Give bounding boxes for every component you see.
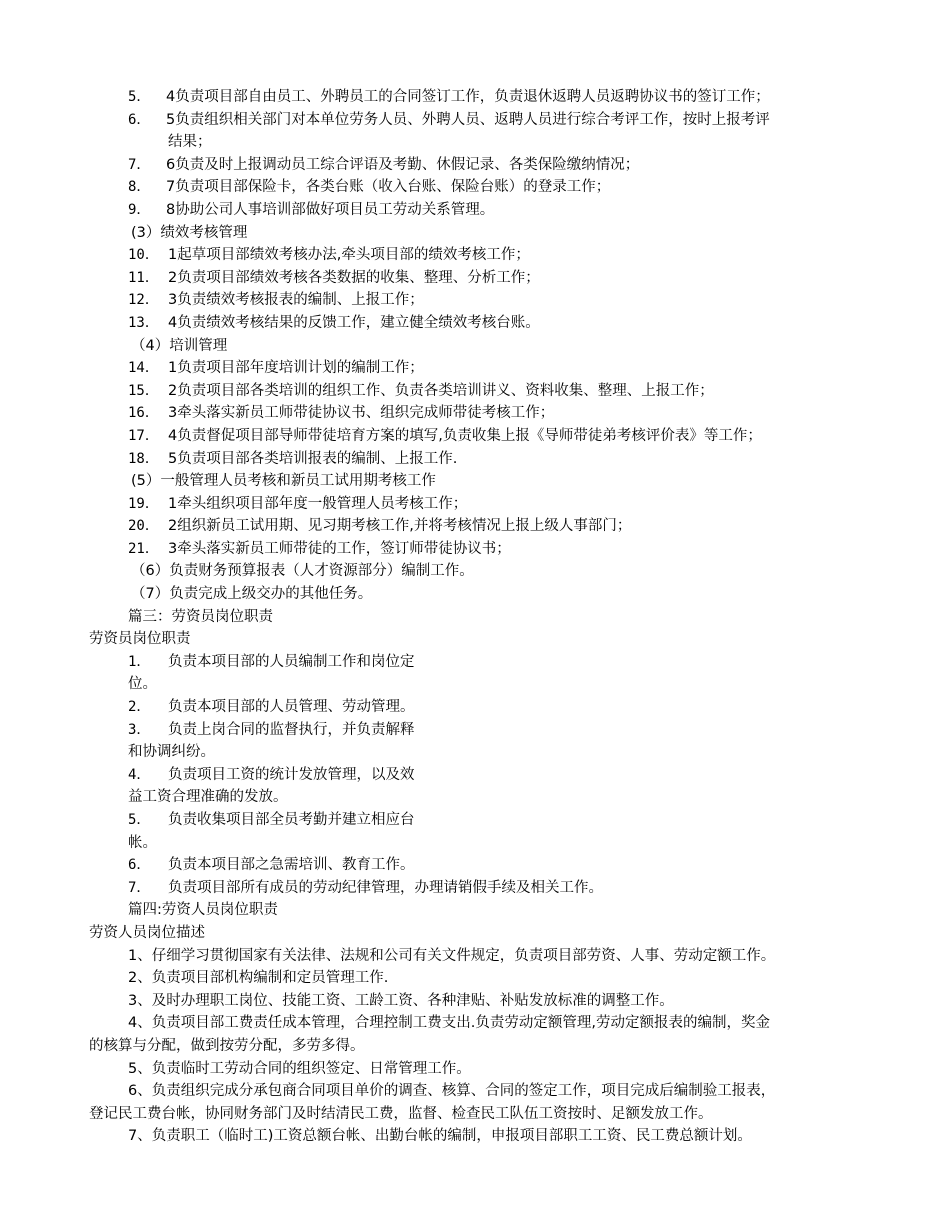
list-item bbox=[0, 176, 950, 199]
item-number: 11． bbox=[128, 269, 159, 286]
paragraph-continuation bbox=[0, 1035, 950, 1058]
list-item bbox=[0, 651, 950, 674]
paragraph-text: 6、负责组织完成分承包商合同项目单价的调查、核算、合同的签定工作，项目完成后编制验工报表， bbox=[128, 1083, 776, 1100]
section-heading bbox=[0, 222, 950, 245]
paragraph bbox=[0, 583, 950, 606]
section-heading-text: (5）一般管理人员考核和新员工试用期考核工作 bbox=[131, 473, 436, 490]
list-item bbox=[0, 425, 950, 448]
paragraph-text: 7、负责职工（临时工)工资总额台帐、出勤台帐的编制，申报项目部职工工资、民工费总额计划。 bbox=[128, 1128, 752, 1145]
page-title bbox=[0, 922, 950, 945]
item-number: 15． bbox=[128, 382, 159, 399]
paragraph-text: 的核算与分配，做到按劳分配，多劳多得。 bbox=[89, 1037, 365, 1054]
paragraph-text: （7）负责完成上级交办的其他任务。 bbox=[131, 586, 373, 603]
item-text: 负责项目部所有成员的劳动纪律管理，办理请销假手续及相关工作。 bbox=[168, 879, 603, 896]
list-item bbox=[0, 86, 950, 109]
item-text: 负责项目工资的统计发放管理，以及效 bbox=[168, 766, 415, 783]
paragraph bbox=[0, 1125, 950, 1148]
item-text: 4负责绩效考核结果的反馈工作，建立健全绩效考核台账。 bbox=[168, 314, 540, 331]
list-item-continuation bbox=[0, 741, 950, 764]
paragraph bbox=[0, 990, 950, 1013]
item-text: 1负责项目部年度培训计划的编制工作； bbox=[168, 360, 424, 377]
item-number: 5． bbox=[128, 89, 151, 105]
item-number: 5． bbox=[128, 812, 151, 828]
item-number: 13． bbox=[128, 314, 159, 331]
list-item bbox=[0, 515, 950, 538]
item-text: 2组织新员工试用期、见习期考核工作,并将考核情况上报上级人事部门； bbox=[168, 518, 632, 535]
item-text: 4负责项目部自由员工、外聘员工的合同签订工作，负责退休返聘人员返聘协议书的签订工作； bbox=[166, 89, 770, 105]
section-heading-text: (3）绩效考核管理 bbox=[131, 224, 248, 241]
list-item bbox=[0, 267, 950, 290]
paragraph bbox=[0, 1012, 950, 1035]
list-item bbox=[0, 538, 950, 561]
item-text: 和协调纠纷。 bbox=[128, 744, 215, 761]
item-text: 负责上岗合同的监督执行，并负责解释 bbox=[168, 721, 415, 738]
item-number: 20． bbox=[128, 518, 159, 535]
list-item bbox=[0, 719, 950, 742]
list-item bbox=[0, 402, 950, 425]
item-number: 3． bbox=[128, 721, 151, 738]
list-item bbox=[0, 289, 950, 312]
paragraph bbox=[0, 560, 950, 583]
item-number: 10． bbox=[128, 247, 159, 264]
section-heading bbox=[0, 470, 950, 493]
list-item bbox=[0, 854, 950, 877]
document-page bbox=[0, 86, 950, 1148]
item-text: 3负责绩效考核报表的编制、上报工作； bbox=[168, 292, 424, 309]
item-number: 16． bbox=[128, 405, 159, 422]
paragraph-continuation bbox=[0, 1103, 950, 1126]
item-number: 19． bbox=[128, 495, 159, 512]
item-text: 7负责项目部保险卡，各类台账（收入台账、保险台账）的登录工作； bbox=[166, 179, 611, 196]
item-text: 帐。 bbox=[128, 834, 157, 851]
item-text: 结果； bbox=[168, 134, 212, 151]
paragraph-text: 登记民工费台帐，协同财务部门及时结清民工费，监督、检查民工队伍工资按时、足额发放工作。 bbox=[89, 1105, 713, 1122]
list-item-continuation bbox=[0, 673, 950, 696]
item-text: 8协助公司人事培训部做好项目员工劳动关系管理。 bbox=[166, 201, 495, 218]
item-number: 4． bbox=[128, 766, 151, 783]
paragraph-text: 1、仔细学习贯彻国家有关法律、法规和公司有关文件规定，负责项目部劳资、人事、劳动定额工作。 bbox=[128, 947, 776, 964]
item-text: 2负责项目部绩效考核各类数据的收集、整理、分析工作； bbox=[168, 269, 540, 286]
paragraph bbox=[0, 967, 950, 990]
list-item bbox=[0, 809, 950, 832]
item-number: 14． bbox=[128, 360, 159, 377]
list-item bbox=[0, 448, 950, 471]
list-item bbox=[0, 357, 950, 380]
paragraph-text: 5、负责临时工劳动合同的组织签定、日常管理工作。 bbox=[128, 1060, 471, 1077]
item-text: 负责本项目部的人员管理、劳动管理。 bbox=[168, 699, 415, 716]
item-text: 1牵头组织项目部年度一般管理人员考核工作； bbox=[168, 495, 468, 512]
item-number: 7． bbox=[128, 156, 151, 173]
list-item-continuation bbox=[0, 786, 950, 809]
list-item bbox=[0, 312, 950, 335]
list-item bbox=[0, 109, 950, 132]
item-number: 8． bbox=[128, 179, 151, 196]
item-text: 负责本项目部的人员编制工作和岗位定 bbox=[168, 653, 415, 670]
list-item bbox=[0, 877, 950, 900]
chapter-heading bbox=[0, 899, 950, 922]
paragraph-text: （6）负责财务预算报表（人才资源部分）编制工作。 bbox=[131, 563, 474, 580]
list-item bbox=[0, 244, 950, 267]
chapter-heading-text: 篇四:劳资人员岗位职责 bbox=[128, 902, 278, 919]
item-text: 负责收集项目部全员考勤并建立相应台 bbox=[168, 812, 415, 828]
item-text: 3牵头落实新员工师带徒协议书、组织完成师带徒考核工作； bbox=[168, 405, 555, 422]
item-number: 7． bbox=[128, 879, 151, 896]
list-item bbox=[0, 493, 950, 516]
paragraph-text: 4、负责项目部工费责任成本管理，合理控制工费支出.负责劳动定额管理,劳动定额报表的编制，奖金 bbox=[128, 1015, 770, 1032]
list-item-continuation bbox=[0, 832, 950, 855]
item-number: 6． bbox=[128, 111, 151, 128]
list-item bbox=[0, 199, 950, 222]
paragraph-text: 2、负责项目部机构编制和定员管理工作. bbox=[128, 970, 389, 987]
item-number: 2． bbox=[128, 699, 151, 716]
item-number: 1． bbox=[128, 653, 151, 670]
item-text: 益工资合理准确的发放。 bbox=[128, 789, 288, 806]
paragraph-text: 3、及时办理职工岗位、技能工资、工龄工资、各种津贴、补贴发放标准的调整工作。 bbox=[128, 992, 674, 1009]
page-title-text: 劳资人员岗位描述 bbox=[89, 924, 205, 941]
page-title bbox=[0, 628, 950, 651]
item-number: 6． bbox=[128, 857, 151, 874]
list-item bbox=[0, 154, 950, 177]
list-item bbox=[0, 764, 950, 787]
item-text: 6负责及时上报调动员工综合评语及考勤、休假记录、各类保险缴纳情况； bbox=[166, 156, 640, 173]
section-heading bbox=[0, 335, 950, 358]
item-text: 5负责项目部各类培训报表的编制、上报工作. bbox=[168, 450, 458, 467]
item-text: 4负责督促项目部导师带徒培育方案的填写,负责收集上报《导师带徒弟考核评价表》等工作； bbox=[168, 427, 762, 444]
paragraph bbox=[0, 1058, 950, 1081]
item-number: 9． bbox=[128, 201, 151, 218]
chapter-heading-text: 篇三：劳资员岗位职责 bbox=[128, 608, 273, 625]
item-text: 5负责组织相关部门对本单位劳务人员、外聘人员、返聘人员进行综合考评工作，按时上报考评 bbox=[166, 111, 770, 128]
item-number: 12． bbox=[128, 292, 159, 309]
list-item bbox=[0, 380, 950, 403]
paragraph bbox=[0, 1080, 950, 1103]
item-number: 18． bbox=[128, 450, 159, 467]
item-text: 负责本项目部之急需培训、教育工作。 bbox=[168, 857, 415, 874]
page-title-text: 劳资员岗位职责 bbox=[89, 631, 191, 648]
item-number: 21． bbox=[128, 540, 159, 557]
chapter-heading bbox=[0, 606, 950, 629]
item-text: 位。 bbox=[128, 676, 157, 693]
item-number: 17． bbox=[128, 427, 159, 444]
list-item-continuation bbox=[0, 131, 950, 154]
list-item bbox=[0, 696, 950, 719]
item-text: 3牵头落实新员工师带徒的工作，签订师带徒协议书； bbox=[168, 540, 511, 557]
section-heading-text: （4）培训管理 bbox=[131, 337, 228, 354]
item-text: 1起草项目部绩效考核办法,牵头项目部的绩效考核工作； bbox=[168, 247, 530, 264]
paragraph bbox=[0, 945, 950, 968]
item-text: 2负责项目部各类培训的组织工作、负责各类培训讲义、资料收集、整理、上报工作； bbox=[168, 382, 714, 399]
